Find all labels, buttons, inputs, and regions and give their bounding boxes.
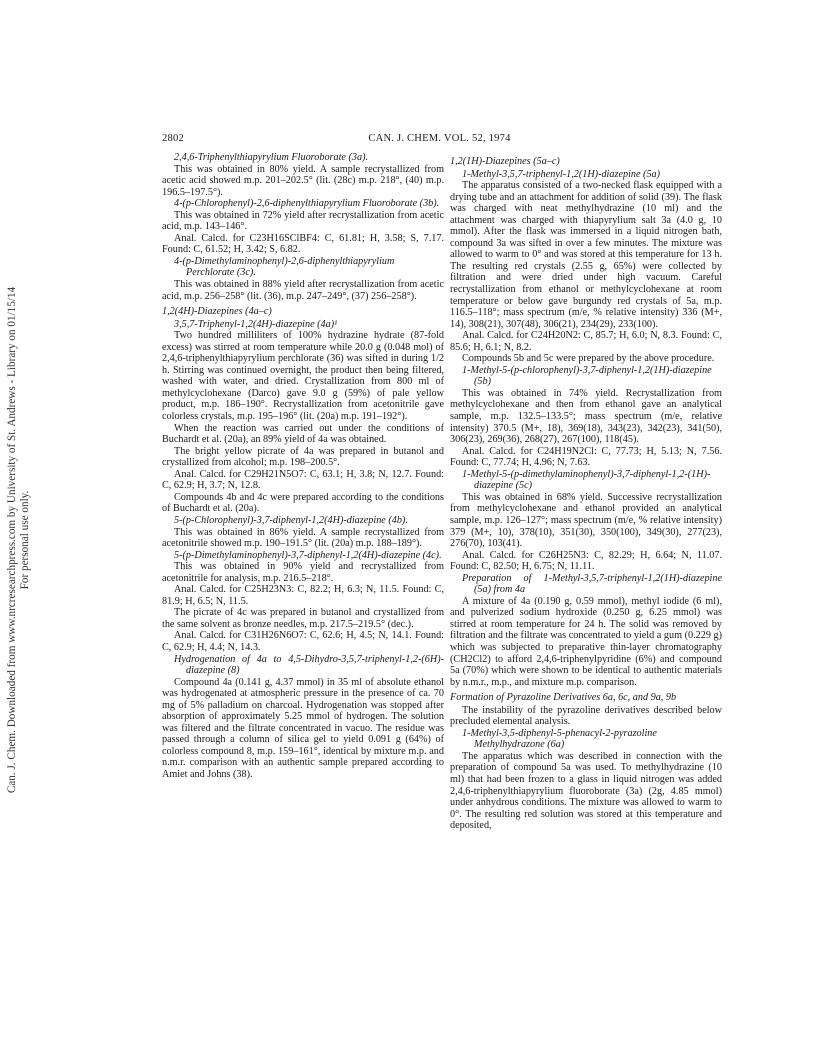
body-paragraph: Compounds 5b and 5c were prepared by the above procedure. xyxy=(462,353,715,365)
body-paragraph: This was obtained in 72% yield after recrystallization from acetic acid, m.p. 143–146°. xyxy=(162,209,444,233)
body-paragraph: A mixture of 4a (0.190 g, 0.59 mmol), methyl iodide (6 ml), and pulverized sodium hydroxide (0.250 g, 6.25 mmol) was stirred at room temperature for 24 h. The solid was removed by filtration and the filtrate was concentrated to yield a gum (0.229 g) which was subjected to preparative thin-layer chromatography (CH2Cl2) to afford 2,4,6-triphenylpyridine (6%) and compound 5a (70%) which were shown to be identical to authentic materials by n.m.r., m.p., and mixture m.p. comparison. xyxy=(450,595,722,688)
watermark-line-1: Can. J. Chem. Downloaded from www.nrcresearchpress.com by University of St. Andrews - Library on 01/15/14 xyxy=(6,286,18,794)
compound-heading: 2,4,6-Triphenylthiapyrylium Fluoroborate (3a). xyxy=(174,152,369,163)
body-paragraph: Anal. Calcd. for C24H20N2: C, 85.7; H, 6.0; N, 8.3. Found: C, 85.6; H, 6.1; N, 8.2. xyxy=(450,330,722,353)
body-paragraph: This was obtained in 90% yield and recrystallized from acetonitrile for analysis, m.p. 216.5–218°. xyxy=(162,561,444,584)
body-paragraph: The instability of the pyrazoline derivatives described below precluded elemental analysis. xyxy=(450,704,722,728)
compound-heading: 3,5,7-Triphenyl-1,2(4H)-diazepine (4a)¹ xyxy=(174,318,338,330)
compound-heading: 1-Methyl-3,5,7-triphenyl-1,2(1H)-diazepine (5a) xyxy=(462,168,661,180)
body-paragraph: Compounds 4b and 4c were prepared according to the conditions of Buchardt et al. (20a). xyxy=(162,491,444,515)
body-paragraph: The apparatus consisted of a two-necked flask equipped with a drying tube and an attachment for addition of solid (39). The flask was charged with neat methylhydrazine (10 ml) and the attachment was charged with thiapyrylium salt 3a (4.0 g, 10 mmol). After the flask was immersed in a liquid nitrogen bath, compound 3a was sifted in over a few minutes. The mixture was allowed to warm to 0° and was stored at this temperature for 13 h. The resulting red crystals (2.55 g, 65%) were collected by filtration and were dried under high vacuum. Careful recrystallization from ethanol or methylcyclohexane at room temperature or below gave burgundy red crystals of 5a, m.p. 116.5–118°; mass spectrum (m/e, % relative intensity) 336 (M+, 14), 308(21), 307(48), 306(21), 234(29), 233(100). xyxy=(450,180,722,330)
body-paragraph: Anal. Calcd. for C26H25N3: C, 82.29; H, 6.64; N, 11.07. Found: C, 82.50; H, 6.75; N, 11.11. xyxy=(450,549,722,573)
section-heading: 1,2(4H)-Diazepines (4a–c) xyxy=(162,306,272,318)
section-heading: 1,2(1H)-Diazepines (5a–c) xyxy=(450,156,560,167)
body-paragraph: Anal. Calcd. for C31H26N6O7: C, 62.6; H, 4.5; N, 14.1. Found: C, 62.9; H, 4.4; N, 14.3. xyxy=(162,630,444,653)
compound-heading: 4-(p-Dimethylaminophenyl)-2,6-diphenylthiapyrylium Perchlorate (3c). xyxy=(174,255,395,279)
compound-heading: Hydrogenation of 4a to 4,5-Dihydro-3,5,7-triphenyl-1,2-(6H)-diazepine (8) xyxy=(174,653,444,677)
compound-heading: 1-Methyl-5-(p-dimethylaminophenyl)-3,7-diphenyl-1,2-(1H)-diazepine (5c) xyxy=(462,468,711,492)
body-paragraph: The apparatus which was described in connection with the preparation of compound 5a was used. To methylhydrazine (10 ml) that had been frozen to a glass in liquid nitrogen was added 2,4,6-triphenylthiapyrylium fluoroborate (3a) (2g, 4.85 mmol) under anhydrous conditions. The mixture was allowed to warm to 0°. The resulting red solution was stored at this temperature and deposited, xyxy=(450,750,722,832)
body-paragraph: This was obtained in 74% yield. Recrystallization from methylcyclohexane and then from ethanol gave an analytical sample, m.p. 132.5–133.5°; mass spectrum (m/e, relative intensity) 370.5 (M+, 18), 369(18), 343(23), 342(23), 341(50), 306(23), 269(36), 268(27), 267(100), 118(45). xyxy=(450,387,722,446)
body-paragraph: The picrate of 4c was prepared in butanol and crystallized from the same solvent as bronze needles, m.p. 217.5–219.5° (dec.). xyxy=(162,607,444,630)
compound-heading: Preparation of 1-Methyl-3,5,7-triphenyl-1,2(1H)-diazepine (5a) from 4a xyxy=(462,572,722,596)
compound-heading: 1-Methyl-3,5-diphenyl-5-phenacyl-2-pyrazoline Methylhydrazone (6a) xyxy=(462,727,657,751)
body-paragraph: Anal. Calcd. for C23H16SClBF4: C, 61.81; H, 3.58; S, 7.17. Found: C, 61.52; H, 3.42; S, 6.82. xyxy=(162,232,444,256)
body-paragraph: This was obtained in 68% yield. Successive recrystallization from methylcyclohexane and ethanol provided an analytical sample, m.p. 126–127°; mass spectrum (m/e, % relative intensity) 379 (M+, 10), 378(10), 351(30), 350(100), 349(30), 277(23), 276(70), 103(41). xyxy=(450,491,722,550)
right-column xyxy=(450,152,722,832)
body-paragraph: The bright yellow picrate of 4a was prepared in butanol and crystallized from alcohol; m.p. 198–200.5°. xyxy=(162,445,444,469)
download-watermark xyxy=(6,230,46,850)
body-paragraph: This was obtained in 80% yield. A sample recrystallized from acetic acid showed m.p. 201–202.5° (lit. (28c) m.p. 218°, (40) m.p. 196.5–197.5°). xyxy=(162,163,444,198)
body-paragraph: Anal. Calcd. for C24H19N2Cl: C, 77.73; H, 5.13; N, 7.56. Found: C, 77.74; H, 4.96; N, 7.63. xyxy=(450,445,722,469)
body-paragraph: Compound 4a (0.141 g, 4.37 mmol) in 35 ml of absolute ethanol was hydrogenated at atmospheric pressure in the presence of ca. 70 mg of 5% palladium on charcoal. Hydrogenation was stopped after absorption of approximately 5.25 mmol of hydrogen. The solution was filtered and the filtrate concentrated in vacuo. The residue was passed through a column of silica gel to yield 0.091 g (64%) of colorless compound 8, m.p. 159–161°, identical by mixture m.p. and n.m.r. comparison with an authentic sample prepared according to Amiet and Johns (38). xyxy=(162,676,444,780)
body-paragraph: This was obtained in 88% yield after recrystallization from acetic acid, m.p. 256–258° (lit. (36), m.p. 247–249°, (37) 256–258°). xyxy=(162,279,444,302)
left-column xyxy=(162,152,444,781)
body-paragraph: Anal. Calcd. for C29H21N5O7: C, 63.1; H, 3.8; N, 12.7. Found: C, 62.9; H, 3.7; N, 12.8. xyxy=(162,468,444,492)
section-heading: Formation of Pyrazoline Derivatives 6a, 6c, and 9a, 9b xyxy=(450,692,677,704)
body-paragraph: When the reaction was carried out under the conditions of Buchardt et al. (20a), an 89% yield of 4a was obtained. xyxy=(162,422,444,446)
watermark-line-2: For personal use only. xyxy=(19,490,31,590)
compound-heading: 5-(p-Chlorophenyl)-3,7-diphenyl-1,2(4H)-diazepine (4b). xyxy=(174,514,408,526)
compound-heading: 5-(p-Dimethylaminophenyl)-3,7-diphenyl-1,2(4H)-diazepine (4c). xyxy=(174,549,442,561)
body-paragraph: This was obtained in 86% yield. A sample recrystallized from acetonitrile showed m.p. 190–191.5° (lit. (20a) m.p. 188–189°). xyxy=(162,526,444,550)
page-number: 2802 xyxy=(162,133,184,144)
compound-heading: 1-Methyl-5-(p-chlorophenyl)-3,7-diphenyl-1,2(1H)-diazepine (5b) xyxy=(462,364,712,388)
compound-heading: 4-(p-Chlorophenyl)-2,6-diphenylthiapyrylium Fluoroborate (3b). xyxy=(174,198,440,210)
body-paragraph: Anal. Calcd. for C25H23N3: C, 82.2; H, 6.3; N, 11.5. Found: C, 81.9; H, 6.5; N, 11.5. xyxy=(162,584,444,607)
body-paragraph: Two hundred milliliters of 100% hydrazine hydrate (87-fold excess) was stirred at room temperature while 20.0 g (0.048 mol) of 2,4,6-triphenylthiapyrylium perchlorate (36) was sifted in during 1/2 h. Stirring was continued overnight, the product then being filtered, washed with water, and dried. Crystallization from 800 ml of methylcyclohexane (Darco) gave 9.0 g (59%) of pale yellow product, m.p. 186–190°. Recrystallization from acetonitrile gave colorless crystals, m.p. 195–196° (lit. (20a) m.p. 191–192°). xyxy=(162,330,444,423)
journal-title: CAN. J. CHEM. VOL. 52, 1974 xyxy=(368,133,511,144)
